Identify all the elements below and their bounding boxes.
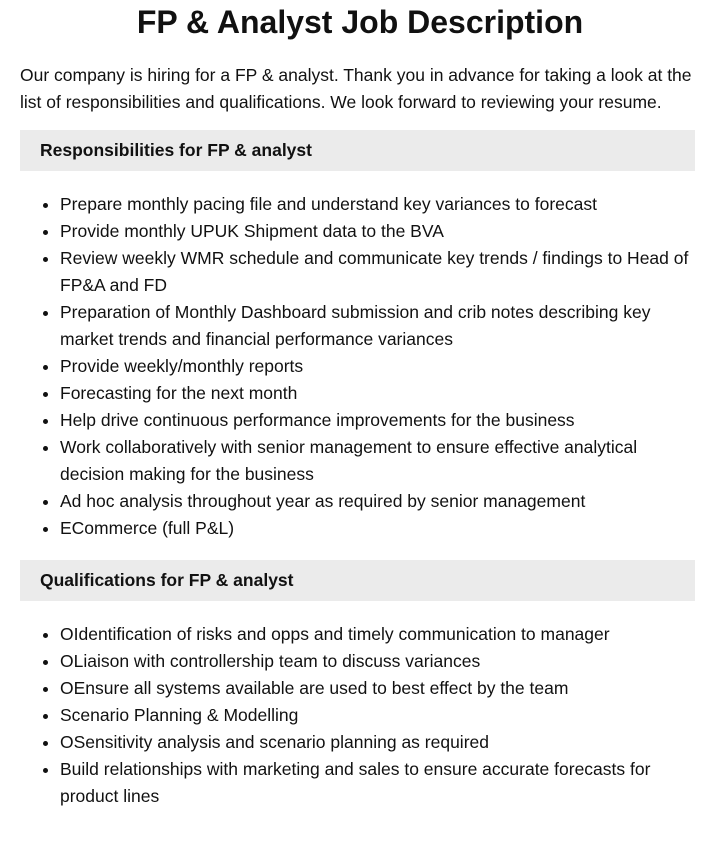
list-item: • Work collaboratively with senior management to ensure effective analytical decision making for the business	[60, 434, 695, 488]
qualifications-heading: Qualifications for FP & analyst	[20, 560, 695, 601]
list-item: • OEnsure all systems available are used to best effect by the team	[60, 675, 695, 702]
list-item: • OLiaison with controllership team to discuss variances	[60, 648, 695, 675]
list-item: • Ad hoc analysis throughout year as required by senior management	[60, 488, 695, 515]
page-title: FP & Analyst Job Description	[136, 4, 584, 40]
list-item: • OSensitivity analysis and scenario planning as required	[60, 729, 695, 756]
list-item: • Forecasting for the next month	[60, 380, 695, 407]
responsibilities-heading: Responsibilities for FP & analyst	[20, 130, 695, 171]
list-item: • Provide weekly/monthly reports	[60, 353, 695, 380]
list-item: • OIdentification of risks and opps and timely communication to manager	[60, 621, 695, 648]
list-item: • Build relationships with marketing and sales to ensure accurate forecasts for product lines	[60, 756, 695, 810]
list-item: • Review weekly WMR schedule and communicate key trends / findings to Head of FP&A and FD	[60, 245, 695, 299]
list-item: • Provide monthly UPUK Shipment data to the BVA	[60, 218, 695, 245]
qualifications-list	[20, 621, 695, 810]
list-item: • Help drive continuous performance improvements for the business	[60, 407, 695, 434]
responsibilities-list	[20, 191, 695, 542]
list-item: • ECommerce (full P&L)	[60, 515, 695, 542]
list-item: • Scenario Planning & Modelling	[60, 702, 695, 729]
intro-paragraph: Our company is hiring for a FP & analyst. Thank you in advance for taking a look at the list of responsibilities and qualifications. We look forward to reviewing your resume.	[20, 65, 692, 112]
list-item: • Prepare monthly pacing file and understand key variances to forecast	[60, 191, 695, 218]
list-item: • Preparation of Monthly Dashboard submission and crib notes describing key market trends and financial performance variances	[60, 299, 695, 353]
